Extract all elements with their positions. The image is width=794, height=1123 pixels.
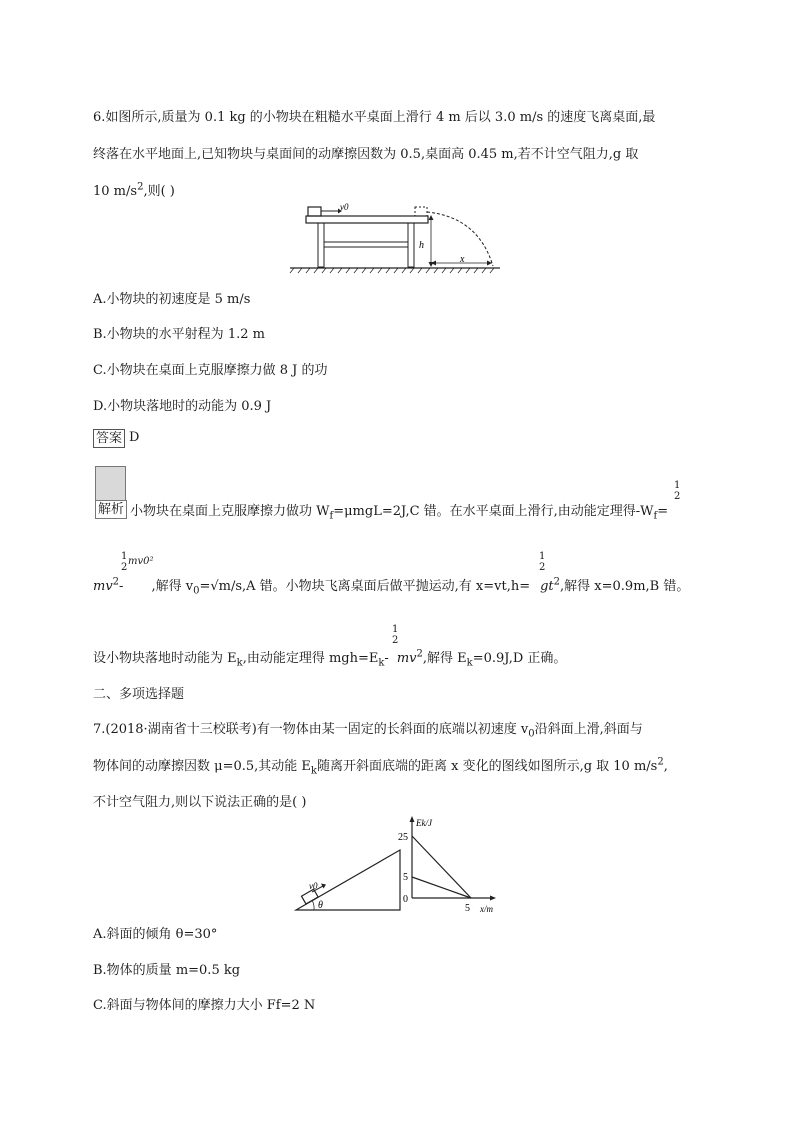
analysis-half-fraction-1: 1 2 <box>674 480 681 502</box>
q6-line-3: 10 $m/s^2$,则( ) <box>93 181 175 199</box>
analysis-row-3: 设小物块落地时动能为 $E_k$,由动能定理得 $mgh=E_k-$ $mv^2$,解得 $E_k=0.9J,D$ 正确。 <box>93 648 567 669</box>
analysis-half-fraction-4: 1 2 <box>392 624 399 646</box>
q6-option-a: A.小物块的初速度是 5 m/s <box>93 292 251 307</box>
q7-ek-graph <box>396 814 506 916</box>
table-top <box>306 216 428 223</box>
ytick-5: 5 <box>403 872 408 883</box>
block <box>308 207 321 216</box>
q7-line-2: 物体间的动摩擦因数 μ=0.5,其动能 $E_k$随离开斜面底端的距离 x 变化的图线如图所示,g 取 10 $m/s^2$, <box>93 756 668 777</box>
analysis-mv0-squared: mv0² <box>128 556 154 567</box>
q6-x-label: x <box>460 254 465 265</box>
q6-line-2: 终落在水平地面上,已知物块与桌面间的动摩擦因数为 0.5,桌面高 0.45 m,若不计空气阻力,g 取 <box>93 147 639 162</box>
q7-option-c: C.斜面与物体间的摩擦力大小 Ff=2 N <box>93 998 316 1013</box>
q7-option-b: B.物体的质量 m=0.5 kg <box>93 963 241 978</box>
q6-h-label: h <box>419 240 424 251</box>
analysis-half-fraction-2: 1 2 <box>121 551 128 573</box>
q7-option-a: A.斜面的倾角 θ=30° <box>93 927 218 942</box>
answer-value: D <box>129 430 140 445</box>
analysis-label: 解析 <box>95 500 127 519</box>
q6-table-figure <box>288 202 503 274</box>
ytick-25: 25 <box>398 832 408 843</box>
analysis-half-fraction-3: 1 2 <box>539 551 546 573</box>
q6-v0-label: v0 <box>340 202 349 212</box>
q7-line-3: 不计空气阻力,则以下说法正确的是( ) <box>93 795 307 810</box>
x-axis-label: x/m <box>480 904 493 914</box>
section-heading: 二、多项选择题 <box>93 687 185 702</box>
q6-option-d: D.小物块落地时的动能为 0.9 J <box>93 399 272 414</box>
xtick-5: 5 <box>465 903 470 914</box>
q6-line-1: 6.如图所示,质量为 0.1 kg 的小物块在粗糙水平桌面上滑行 4 m 后以 3.0 m/s 的速度飞离桌面,最 <box>93 110 656 125</box>
q7-incline-figure <box>292 842 410 914</box>
answer-label: 答案 <box>93 429 125 448</box>
q7-theta-label: θ <box>318 900 323 911</box>
analysis-row-2: $mv^2-$ ,解得 $v_0=√m/s,A$ 错。小物块飞离桌面后做平抛运动,有 $x=vt,h= gt^2$,解得 x=0.9m,B 错。 <box>93 576 690 597</box>
q6-option-c: C.小物块在桌面上克服摩擦力做 8 J 的功 <box>93 363 328 378</box>
ek-axis-label: Ek/J <box>416 818 432 828</box>
q7-v0-label: v0 <box>309 881 318 891</box>
ytick-0: 0 <box>403 894 408 905</box>
q7-line-1: 7.(2018·湖南省十三校联考)有一物体由某一固定的长斜面的底端以初速度 $v_0$沿斜面上滑,斜面与 <box>93 722 643 740</box>
q6-option-b: B.小物块的水平射程为 1.2 m <box>93 327 265 342</box>
analysis-label-box <box>95 466 126 502</box>
analysis-row-1: 小物块在桌面上克服摩擦力做功 $W_f=\mu mgL=2J,C$ 错。在水平桌面上滑行,由动能定理得$-W_f=$ <box>130 504 669 522</box>
